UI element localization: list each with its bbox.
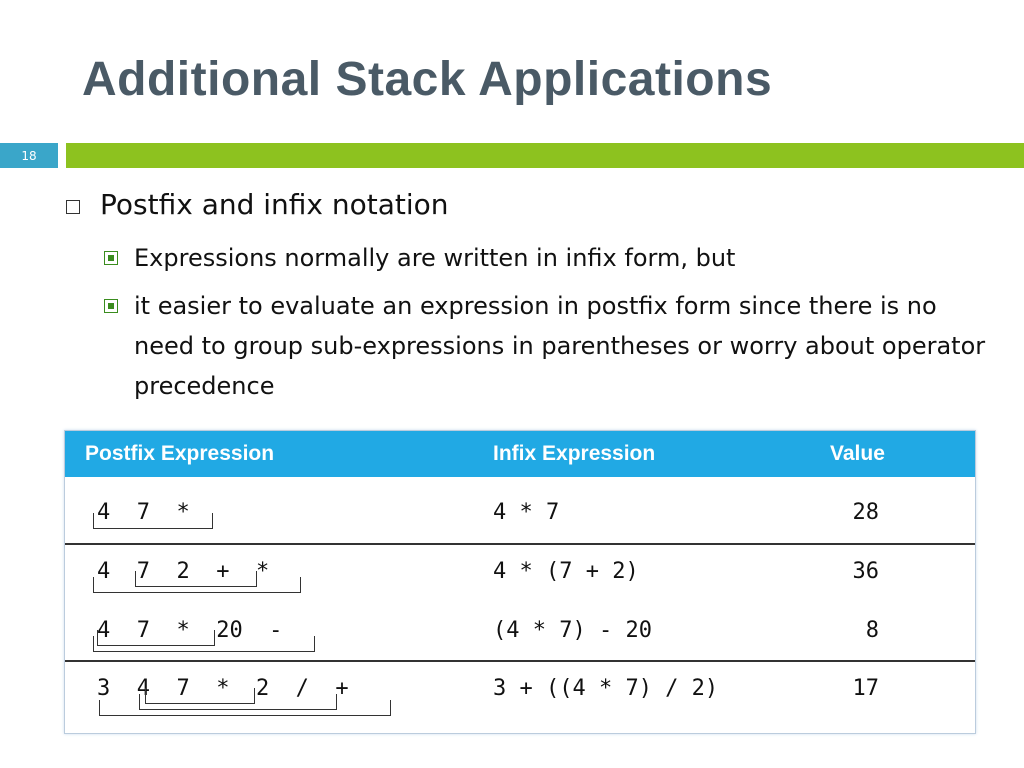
bullet-item (66, 188, 449, 221)
header-postfix: Postfix Expression (85, 442, 275, 465)
value-cell: 17 (852, 676, 879, 701)
square-bullet-icon (104, 299, 118, 313)
sub-bullet-text: it easier to evaluate an expression in postfix form since there is no need to group sub-expressions in parentheses or worry about operator precedence (134, 292, 986, 400)
grouping-bracket (99, 700, 391, 716)
sub-bullet-item (104, 286, 1004, 406)
postfix-cell: 3 4 7 * 2 / + (97, 676, 349, 701)
value-cell: 36 (852, 559, 879, 584)
infix-cell: 4 * (7 + 2) (493, 559, 639, 584)
infix-cell: 3 + ((4 * 7) / 2) (493, 676, 719, 701)
grouping-bracket (93, 577, 301, 593)
postfix-cell: 4 7 * (97, 500, 190, 525)
value-cell: 8 (865, 618, 879, 643)
slide-title: Additional Stack Applications (82, 53, 773, 106)
accent-bar (66, 143, 1024, 168)
row-divider (65, 660, 975, 662)
slide-number (0, 143, 58, 168)
table-header (65, 431, 975, 477)
infix-cell: 4 * 7 (493, 500, 560, 525)
header-value: Value (830, 442, 885, 465)
postfix-cell: 4 7 * 20 - (97, 618, 283, 643)
header-infix: Infix Expression (493, 442, 656, 465)
value-cell: 28 (852, 500, 879, 525)
grouping-bracket (93, 636, 315, 652)
postfix-cell: 4 7 2 + * (97, 559, 270, 584)
bullet-text: Postfix and infix notation (100, 188, 449, 221)
grouping-bracket (93, 513, 213, 529)
sub-bullet-item (104, 238, 984, 278)
sub-bullet-text: Expressions normally are written in infix form, but (134, 244, 736, 272)
hollow-square-bullet-icon (66, 200, 80, 214)
infix-cell: (4 * 7) - 20 (493, 618, 652, 643)
square-bullet-icon (104, 251, 118, 265)
row-divider (65, 543, 975, 545)
slide-number-text: 18 (21, 148, 37, 163)
expression-table (64, 430, 976, 734)
